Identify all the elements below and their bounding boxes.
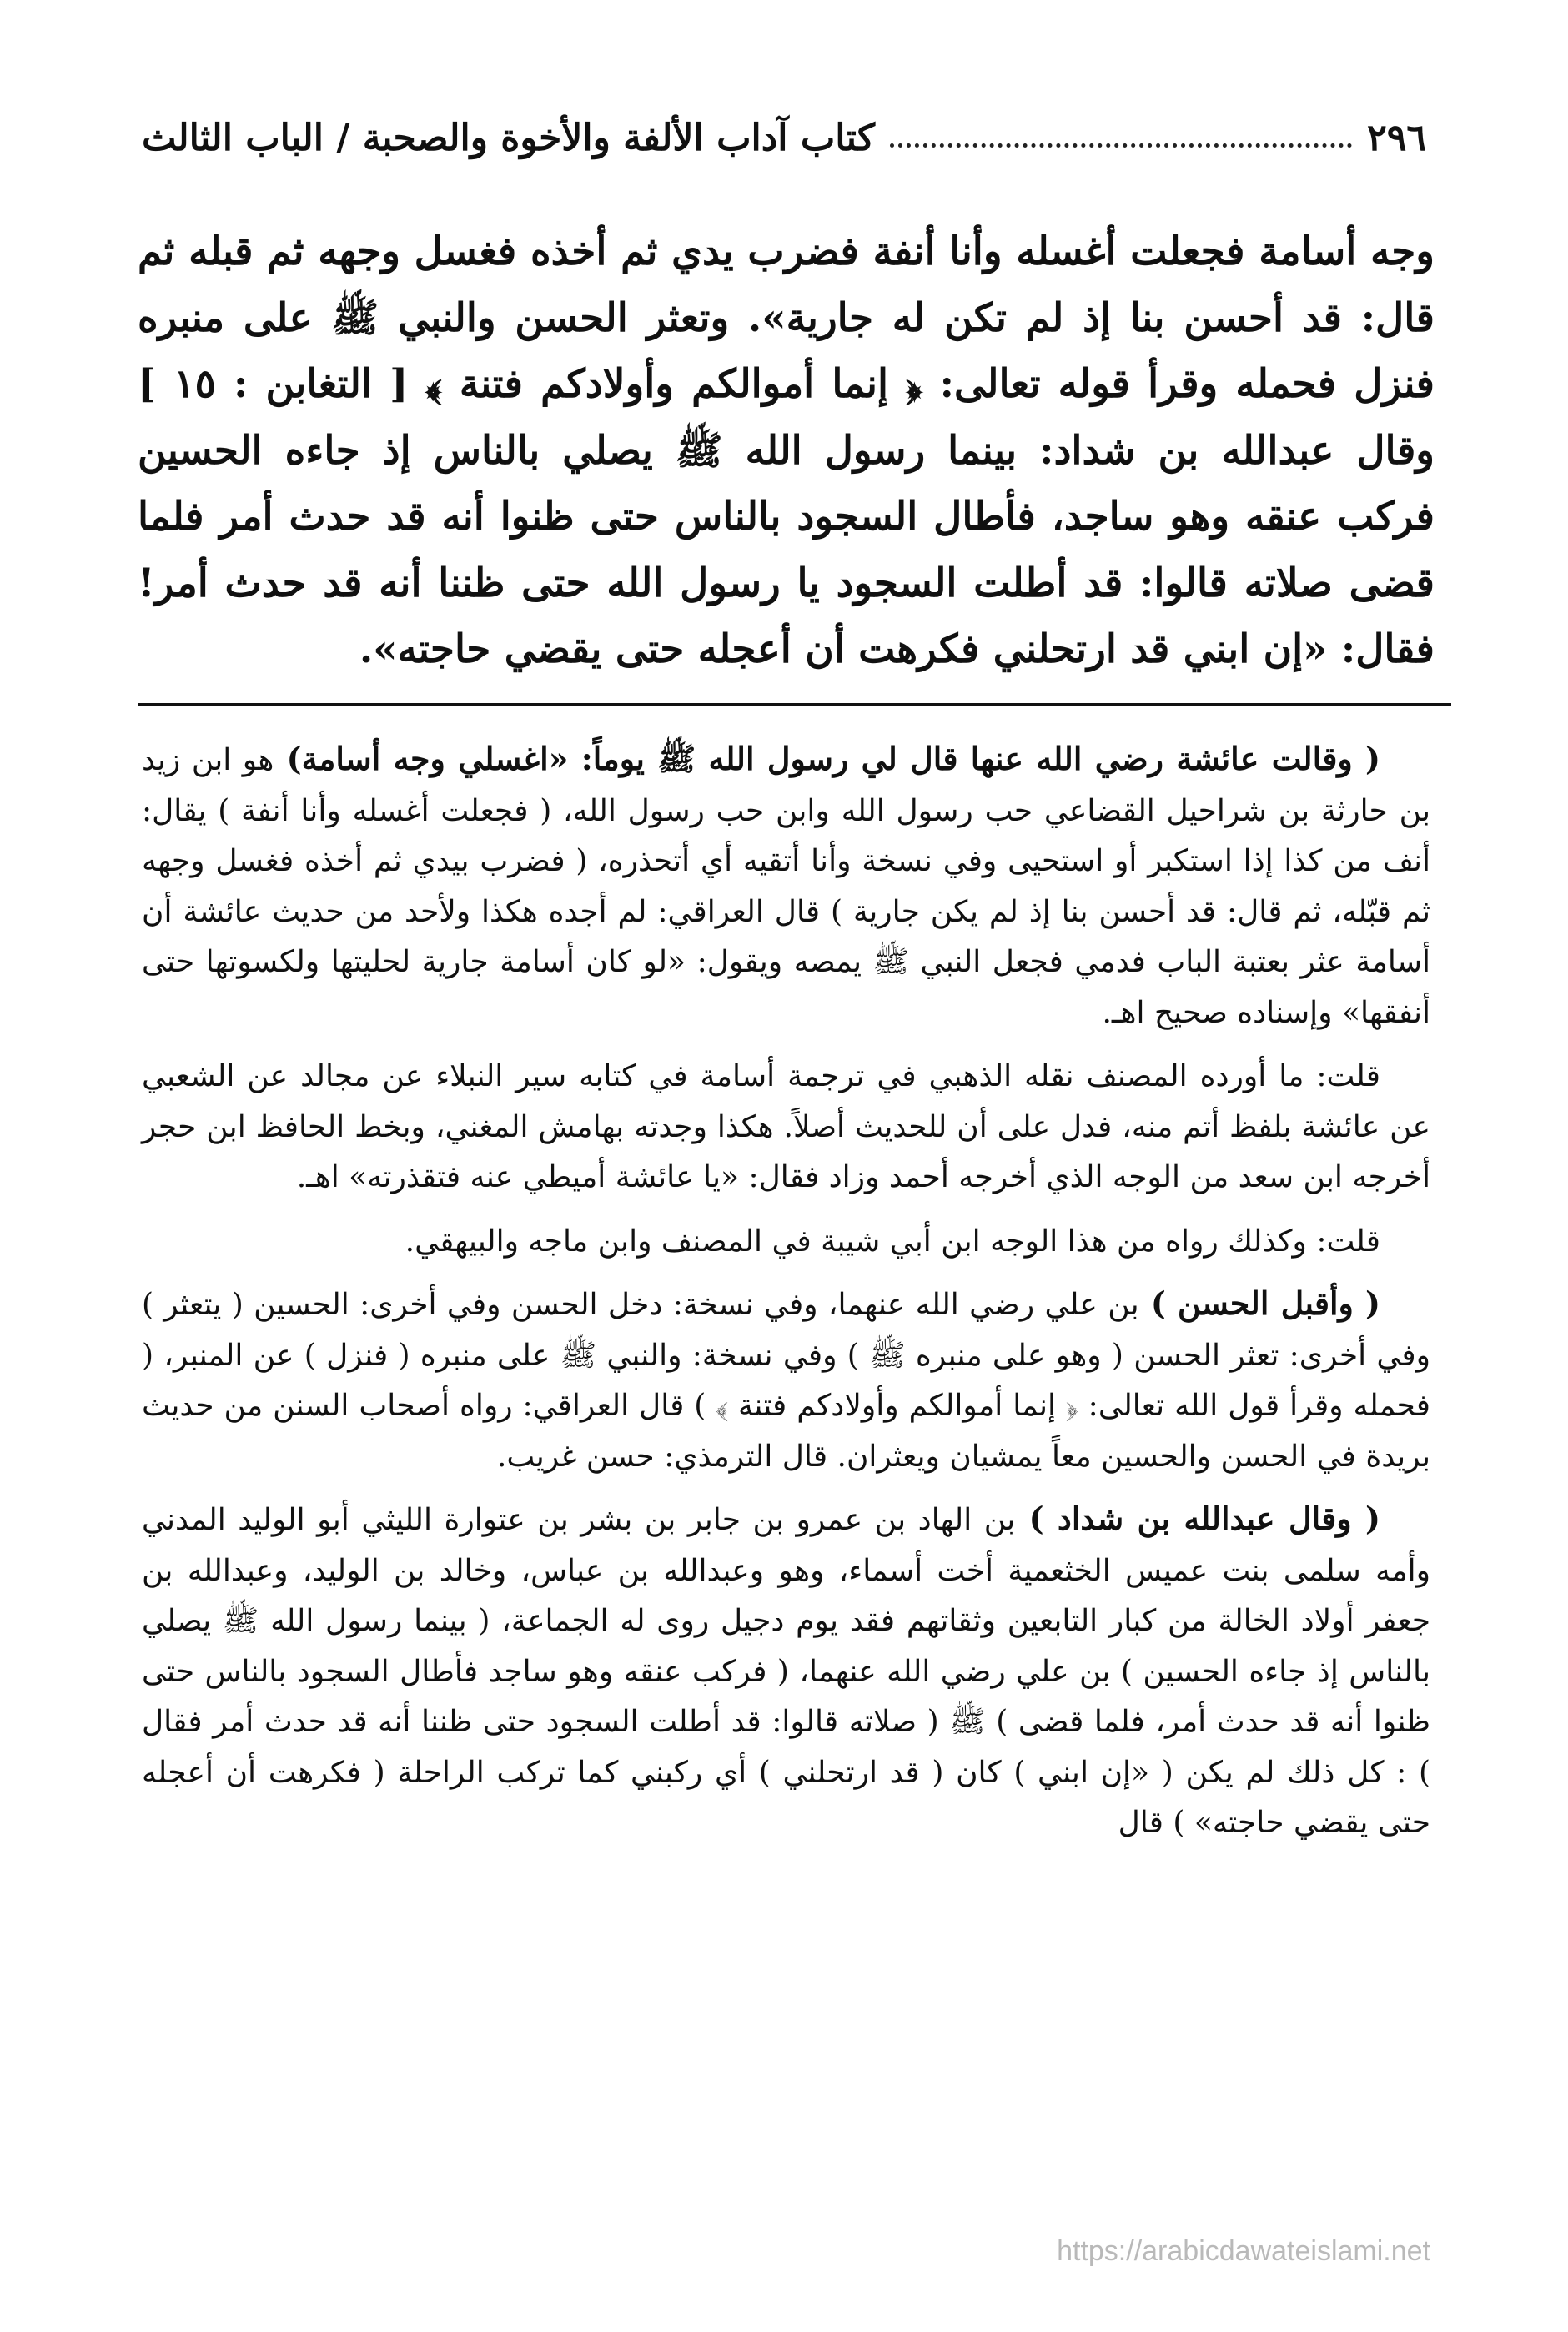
commentary-text: قلت: وكذلك رواه من هذا الوجه ابن أبي شيبة في المصنف وابن ماجه والبيهقي. (405, 1224, 1380, 1259)
commentary-lead: ( وقالت عائشة رضي الله عنها قال لي رسول الله ﷺ يوماً: «اغسلي وجه أسامة) (274, 740, 1380, 777)
commentary-lead: ( وقال عبدالله بن شداد ) (1015, 1500, 1381, 1537)
commentary-paragraph-1 (142, 734, 1430, 1038)
commentary-text: بن علي رضي الله عنهما، وفي نسخة: دخل الحسن وفي أخرى: الحسين ( يتعثر ) وفي أخرى: تعثر الحسن ( وهو على منبره ﷺ ) وفي نسخة: والنبي ﷺ على منبره ( فنزل ) عن المنبر، ( فحمله وقرأ قول الله تعالى: ﴿ إنما أموالكم وأولادكم فتنة ﴾ ) قال العراقي: رواه أصحاب السنن من حديث بريدة في الحسن والحسين معاً يمشيان ويعثران. قال الترمذي: حسن غريب. (142, 1288, 1430, 1474)
commentary-text: هو ابن زيد بن حارثة بن شراحيل القضاعي حب رسول الله وابن حب رسول الله، ( فجعلت أغسله وأنا أنفة ) يقال: أنف من كذا إذا استكبر أو استحيى وفي نسخة وأنا أتقيه أي أتحذره، ( فضرب بيدي ثم أخذه فغسل وجهه ثم قبّله، ثم قال: قد أحسن بنا إذ لم يكن جارية ) قال العراقي: لم أجده هكذا ولأحد من حديث عائشة أن أسامة عثر بعتبة الباب فدمي فجعل النبي ﷺ يمصه ويقول: «لو كان أسامة جارية لحليتها ولكسوتها حتى أنفقها» وإسناده صحيح اهـ. (142, 743, 1430, 1030)
commentary-text: قلت: ما أورده المصنف نقله الذهبي في ترجمة أسامة في كتابه سير النبلاء عن مجالد عن الشعبي عن عائشة بلفظ أتم منه، فدل على أن للحديث أصلاً. هكذا وجدته بهامش المغني، وبخط الحافظ ابن حجر أخرجه ابن سعد من الوجه الذي أخرجه أحمد وزاد فقال: «يا عائشة أميطي عنه فتقذرته» اهـ. (142, 1059, 1430, 1194)
commentary-paragraph-2 (142, 1050, 1430, 1204)
footnote-separator (138, 703, 1451, 706)
header-dot-leader (890, 143, 1352, 148)
running-title: كتاب آداب الألفة والأخوة والصحبة / الباب الثالث (142, 117, 875, 159)
watermark-url: https://arabicdawateislami.net (1057, 2235, 1430, 2267)
commentary-paragraph-4 (142, 1279, 1430, 1482)
commentary-lead: ( وأقبل الحسن ) (1138, 1284, 1381, 1322)
main-text-block (138, 219, 1435, 683)
page-header (142, 117, 1426, 159)
commentary-block (142, 734, 1430, 1861)
commentary-paragraph-5 (142, 1494, 1430, 1849)
page-number: ٢٩٦ (1367, 117, 1426, 159)
commentary-paragraph-3 (142, 1215, 1430, 1268)
commentary-text: بن الهاد بن عمرو بن جابر بن بشر بن عتوارة الليثي أبو الوليد المدني وأمه سلمى بنت عميس الخثعمية أخت أسماء، وهو وعبدالله بن عباس، وخالد بن الوليد، وعبدالله بن جعفر أولاد الخالة من كبار التابعين وثقاتهم فقد يوم دجيل روى له الجماعة، ( بينما رسول الله ﷺ يصلي بالناس إذ جاءه الحسين ) بن علي رضي الله عنهما، ( فركب عنقه وهو ساجد فأطال السجود بالناس حتى ظنوا أنه قد حدث أمر، فلما قضى ) ﷺ ( صلاته قالوا: قد أطلت السجود حتى ظننا أنه قد حدث أمر فقال ) : كل ذلك لم يكن ( «إن ابني ) كان ( قد ارتحلني ) أي ركبني كما تركب الراحلة ( فكرهت أن أعجله حتى يقضي حاجته» ) قال (142, 1503, 1430, 1840)
main-paragraph: وجه أسامة فجعلت أغسله وأنا أنفة فضرب يدي ثم أخذه فغسل وجهه ثم قبله ثم قال: قد أحسن بنا إذ لم تكن له جارية». وتعثر الحسن والنبي ﷺ على منبره فنزل فحمله وقرأ قوله تعالى: ﴿ إنما أموالكم وأولادكم فتنة ﴾ [ التغابن : ١٥ ] وقال عبدالله بن شداد: بينما رسول الله ﷺ يصلي بالناس إذ جاءه الحسين فركب عنقه وهو ساجد، فأطال السجود بالناس حتى ظنوا أنه قد حدث أمر فلما قضى صلاته قالوا: قد أطلت السجود يا رسول الله حتى ظننا أنه قد حدث أمر! فقال: «إن ابني قد ارتحلني فكرهت أن أعجله حتى يقضي حاجته». (138, 229, 1435, 672)
